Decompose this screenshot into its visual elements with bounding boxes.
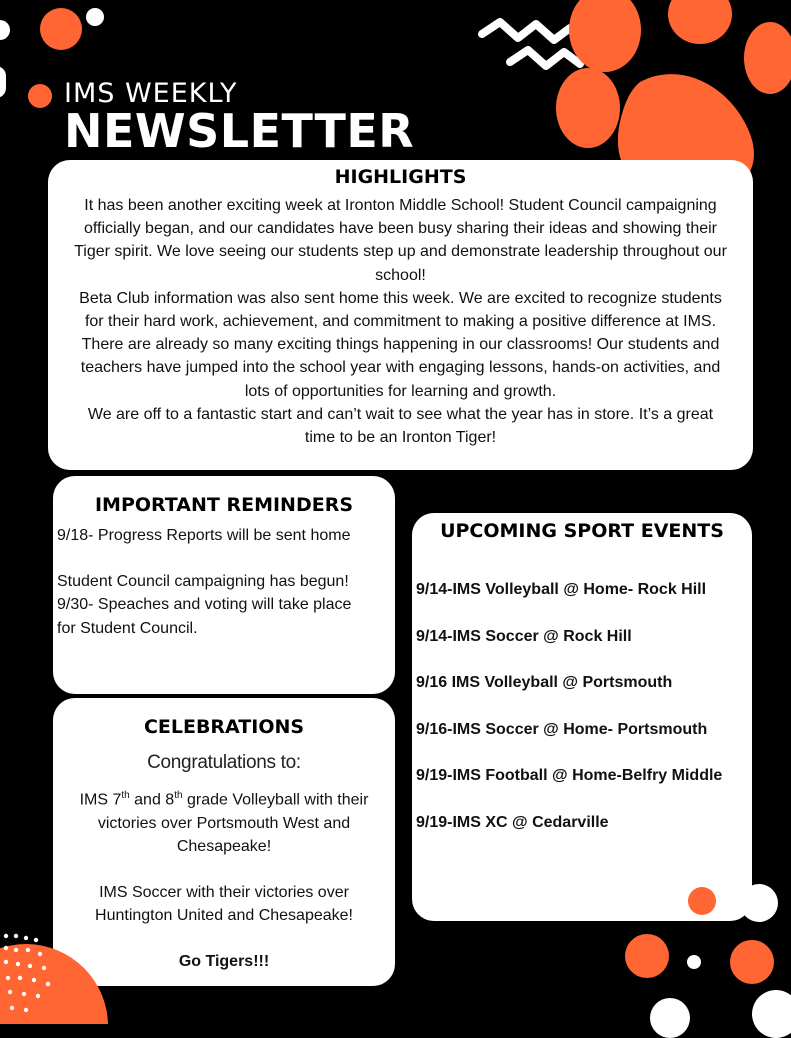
- decorative-dot: [687, 955, 701, 969]
- sport-events-heading: UPCOMING SPORT EVENTS: [440, 520, 724, 542]
- highlights-line: time to be an Ironton Tiger!: [304, 429, 497, 447]
- highlights-line: officially began, and our candidates have been busy sharing their ideas and showing their: [83, 220, 717, 238]
- highlights-line: for their hard work, achievement, and commitment to making a positive difference at IMS.: [84, 313, 717, 331]
- decorative-dot: [0, 66, 6, 98]
- sport-events-card: [412, 513, 752, 921]
- highlights-heading: HIGHLIGHTS: [334, 166, 467, 188]
- highlights-line: school!: [375, 266, 426, 284]
- decorative-dot: [625, 934, 669, 978]
- highlights-line: There are already so many exciting things happening in our classrooms! Our students and: [81, 336, 720, 354]
- sport-event-item: 9/16-IMS Soccer @ Home- Portsmouth: [416, 720, 708, 738]
- reminder-line: 9/30- Speaches and voting will take place: [57, 596, 352, 614]
- reminder-line: Student Council campaigning has begun!: [57, 573, 349, 591]
- decorative-dot: [752, 990, 791, 1038]
- celebration-line: IMS Soccer with their victories over: [99, 883, 349, 901]
- celebration-line: IMS 7th and 8th grade Volleyball with their: [79, 790, 369, 809]
- reminders-body: [53, 524, 395, 640]
- decorative-dot-pattern: [0, 928, 110, 1024]
- newsletter-title: NEWSLETTER: [64, 104, 415, 158]
- reminders-heading: IMPORTANT REMINDERS: [94, 494, 354, 516]
- newsletter-kicker: IMS WEEKLY: [64, 78, 238, 109]
- celebrations-heading: CELEBRATIONS: [143, 716, 305, 738]
- celebration-line: Huntington United and Chesapeake!: [95, 907, 353, 925]
- sport-event-item: 9/14-IMS Soccer @ Rock Hill: [416, 627, 632, 645]
- highlights-line: We are off to a fantastic start and can’t wait to see what the year has in store. It’s a great: [87, 405, 714, 423]
- sport-event-item: 9/14-IMS Volleyball @ Home- Rock Hill: [416, 581, 707, 598]
- celebration-line: Chesapeake!: [176, 837, 272, 855]
- reminders-card: [53, 476, 395, 694]
- sport-event-item: 9/19-IMS Football @ Home-Belfry Middle: [416, 767, 723, 785]
- reminder-line: 9/18- Progress Reports will be sent home: [57, 527, 351, 544]
- decorative-dot: [688, 887, 716, 915]
- decorative-dot: [740, 884, 778, 922]
- decorative-dot: [0, 20, 10, 40]
- decorative-dot: [28, 84, 52, 108]
- highlights-body: [48, 194, 753, 449]
- sport-event-item: 9/16 IMS Volleyball @ Portsmouth: [416, 674, 673, 692]
- sport-event-item: 9/19-IMS XC @ Cedarville: [416, 813, 609, 831]
- decorative-dot: [650, 998, 690, 1038]
- decorative-dot: [86, 8, 104, 26]
- celebrations-subheading: Congratulations to:: [147, 752, 301, 773]
- highlights-card: [48, 160, 753, 470]
- highlights-line: It has been another exciting week at Ironton Middle School! Student Council campaigning: [84, 197, 717, 214]
- celebration-closing: Go Tigers!!!: [178, 953, 270, 971]
- highlights-line: Tiger spirit. We love seeing our students step up and demonstrate leadership throughout our: [74, 243, 727, 261]
- reminder-line: for Student Council.: [57, 619, 198, 637]
- sport-events-list: [412, 580, 752, 860]
- highlights-line: lots of opportunities for learning and growth.: [244, 382, 557, 400]
- decorative-dot: [40, 8, 82, 50]
- highlights-line: teachers have jumped into the school year with engaging lessons, hands-on activities, and: [80, 359, 721, 377]
- highlights-line: Beta Club information was also sent home this week. We are excited to recognize students: [79, 289, 722, 307]
- celebration-line: victories over Portsmouth West and: [97, 814, 351, 832]
- decorative-dot: [730, 940, 774, 984]
